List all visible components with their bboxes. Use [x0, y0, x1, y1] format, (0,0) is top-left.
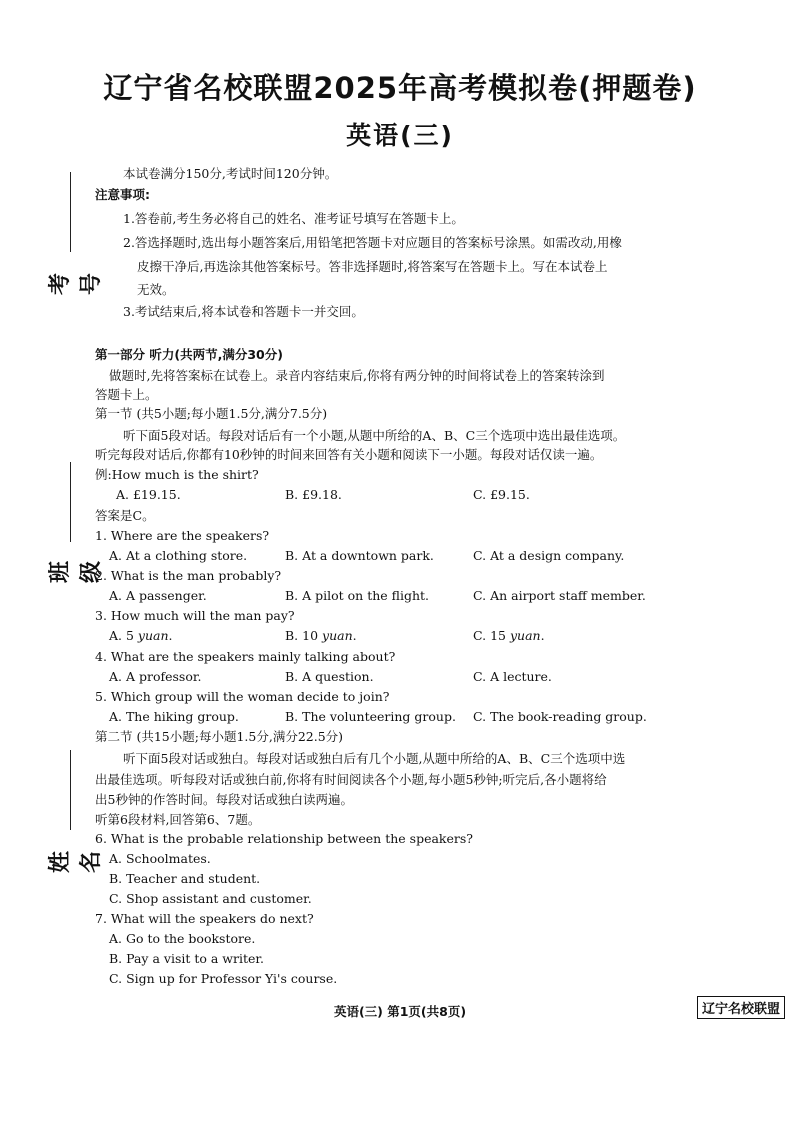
exam-no-label: 考号: [48, 273, 104, 296]
question-7: 7. What will the speakers do next?: [95, 911, 314, 926]
question-7-option-c: C. Sign up for Professor Yi's course.: [109, 971, 338, 986]
question-4-option-c: C. A lecture.: [473, 669, 552, 684]
section2-instruction-cont: 出5秒钟的作答时间。每段对话或独白读两遍。: [95, 792, 353, 807]
question-5-option-c: C. The book-reading group.: [473, 709, 647, 724]
question-7-option-a: A. Go to the bookstore.: [109, 931, 256, 946]
question-2-option-c: C. An airport staff member.: [473, 588, 646, 603]
question-4-option-b: B. A question.: [285, 669, 374, 684]
example-option-a: A. £19.15.: [116, 487, 181, 502]
question-1-option-c: C. At a design company.: [473, 548, 625, 563]
section1-instruction: 听下面5段对话。每段对话后有一个小题,从题中所给的A、B、C三个选项中选出最佳选项。: [123, 428, 626, 443]
example-answer: 答案是C。: [95, 508, 155, 523]
material-6-note: 听第6段材料,回答第6、7题。: [95, 812, 261, 827]
question-6-option-b: B. Teacher and student.: [109, 871, 261, 886]
page-footer: 英语(三) 第1页(共8页): [333, 1004, 467, 1019]
question-4-option-a: A. A professor.: [109, 669, 202, 684]
notice-item-2-cont: 皮擦干净后,再选涂其他答案标号。答非选择题时,将答案写在答题卡上。写在本试卷上: [137, 259, 608, 274]
question-7-option-b: B. Pay a visit to a writer.: [109, 951, 264, 966]
question-5-option-b: B. The volunteering group.: [285, 709, 456, 724]
question-3-option-b: B. 10 yuan.: [285, 628, 357, 643]
question-4: 4. What are the speakers mainly talking about?: [95, 649, 396, 664]
name-label: 姓名: [48, 851, 104, 874]
page-subtitle: 英语(三): [346, 121, 454, 150]
question-6-option-a: A. Schoolmates.: [109, 851, 211, 866]
question-5-option-a: A. The hiking group.: [109, 709, 239, 724]
publisher-stamp: 辽宁名校联盟: [697, 996, 785, 1019]
notice-item-2-cont: 无效。: [137, 282, 175, 297]
section2-instruction-cont: 出最佳选项。听每段对话或独白前,你将有时间阅读各个小题,每小题5秒钟;听完后,各小题将给: [95, 772, 607, 787]
notice-item-1: 1.答卷前,考生务必将自己的姓名、准考证号填写在答题卡上。: [123, 211, 464, 226]
part1-heading: 第一部分 听力(共两节,满分30分): [95, 347, 283, 362]
example-question: 例:How much is the shirt?: [95, 467, 259, 482]
question-3: 3. How much will the man pay?: [95, 608, 295, 623]
question-2-option-a: A. A passenger.: [109, 588, 207, 603]
part1-instruction: 做题时,先将答案标在试卷上。录音内容结束后,你将有两分钟的时间将试卷上的答案转涂到: [109, 368, 605, 383]
question-5: 5. Which group will the woman decide to join?: [95, 689, 390, 704]
question-6-option-c: C. Shop assistant and customer.: [109, 891, 312, 906]
question-1: 1. Where are the speakers?: [95, 528, 270, 543]
question-1-option-b: B. At a downtown park.: [285, 548, 434, 563]
question-6: 6. What is the probable relationship between the speakers?: [95, 831, 473, 846]
page-title: 辽宁省名校联盟2025年高考模拟卷(押题卷): [103, 71, 697, 105]
class-label: 班级: [48, 561, 104, 584]
notice-item-3: 3.考试结束后,将本试卷和答题卡一并交回。: [123, 304, 364, 319]
question-3-option-c: C. 15 yuan.: [473, 628, 545, 643]
part1-instruction-cont: 答题卡上。: [95, 387, 158, 402]
example-option-b: B. £9.18.: [285, 487, 342, 502]
question-2: 2. What is the man probably?: [95, 568, 282, 583]
question-1-option-a: A. At a clothing store.: [109, 548, 248, 563]
section1-heading: 第一节 (共5小题;每小题1.5分,满分7.5分): [95, 406, 328, 421]
intro-text: 本试卷满分150分,考试时间120分钟。: [123, 166, 338, 181]
exam-no-line: [70, 172, 71, 252]
section1-instruction-cont: 听完每段对话后,你都有10秒钟的时间来回答有关小题和阅读下一小题。每段对话仅读一遍。: [95, 447, 603, 462]
name-line: [70, 750, 71, 830]
question-2-option-b: B. A pilot on the flight.: [285, 588, 430, 603]
question-3-option-a: A. 5 yuan.: [109, 628, 173, 643]
example-option-c: C. £9.15.: [473, 487, 530, 502]
section2-instruction: 听下面5段对话或独白。每段对话或独白后有几个小题,从题中所给的A、B、C三个选项中选: [123, 751, 626, 766]
section2-heading: 第二节 (共15小题;每小题1.5分,满分22.5分): [95, 729, 344, 744]
class-line: [70, 462, 71, 542]
notice-item-2: 2.答选择题时,选出每小题答案后,用铅笔把答题卡对应题目的答案标号涂黑。如需改动,用橡: [123, 235, 622, 250]
notice-heading: 注意事项:: [95, 187, 150, 202]
